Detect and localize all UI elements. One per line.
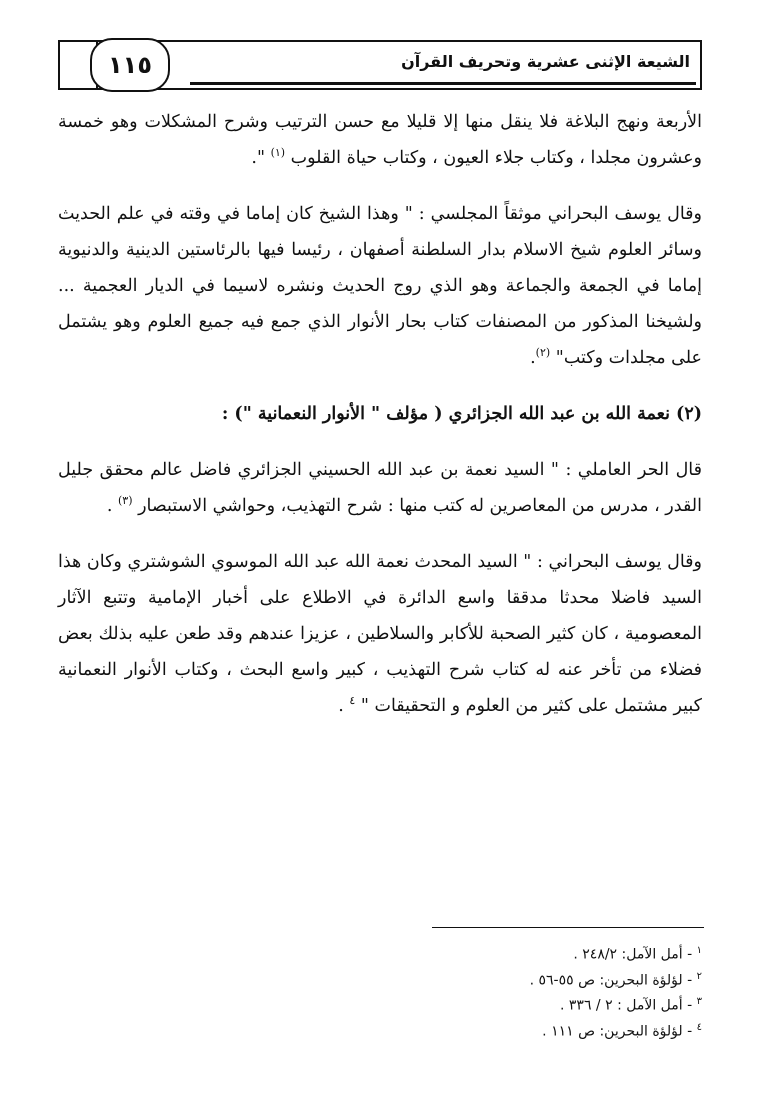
paragraph-1-text: الأربعة ونهج البلاغة فلا ينقل منها إلا قليلا مع حسن الترتيب وشرح المشكلات وهو خمسة وعشرون مجلدا ، وكتاب جلاء العيون ، وكتاب حياة القلوب — [58, 112, 702, 168]
paragraph-2 — [58, 196, 702, 376]
footnote-number: ٢ — [696, 970, 702, 982]
footnote-text: - لؤلؤة البحرين: ص ١١١ . — [542, 1023, 693, 1040]
footnote-ref-3: (٣) — [118, 494, 133, 508]
footnote-separator — [432, 927, 704, 928]
paragraph-3-end: . — [106, 496, 118, 516]
header-rule — [190, 82, 696, 85]
paragraph-4-text: وقال يوسف البحراني : " السيد المحدث نعمة الله عبد الله الموسوي الشوشتري وكان هذا السيد فاضلا محدثا مدققا واسع الدائرة في الاطلاع على أخبار الإمامية وتتبع الآثار المعصومية ، كان كثير الصحبة للأكابر والسلاطين ، عزيزا عندهم وقد طعن عليه بذلك بعض فضلاء من تأخر عنه له كتاب شرح التهذيب ، كبير واسع البحث ، وكتاب الأنوار النعمانية كبير مشتمل على كثير من العلوم و التحقيقات " — [58, 552, 702, 716]
main-text — [58, 104, 702, 724]
footnotes — [302, 940, 702, 1043]
paragraph-3 — [58, 452, 702, 524]
paragraph-4 — [58, 544, 702, 724]
footnote-text: - لؤلؤة البحرين: ص ٥٥-٥٦ . — [529, 972, 693, 989]
footnote-ref-4: ٤ — [349, 694, 356, 708]
footnote-number: ١ — [696, 945, 702, 956]
footnote-text: - أمل الآمل : ٢ / ٣٣٦ . — [560, 997, 693, 1014]
footnote-number: ٣ — [696, 996, 702, 1008]
footnote-text: - أمل الآمل: ٢٤٨/٢ . — [573, 946, 693, 963]
footnote-item — [302, 940, 702, 966]
paragraph-4-end: . — [338, 696, 350, 716]
paragraph-2-text: وقال يوسف البحراني موثقاً المجلسي : " وهذا الشيخ كان إماما في وقته في علم الحديث وسائر العلوم شيخ الاسلام بدار السلطنة أصفهان ، رئيسا فيها بالرئاستين الدينية والدنيوية إماما في الجمعة والجماعة وهو الذي روج الحديث ونشره لاسيما في الديار العجمية ... ولشيخنا المذكور من المصنفات كتاب بحار الأنوار الذي جمع فيه جميع العلوم وهو يشتمل على مجلدات وكتب" — [58, 204, 702, 368]
page-number: ١١٥ — [90, 38, 170, 92]
section-heading: (٢) نعمة الله بن عبد الله الجزائري ( مؤلف " الأنوار النعمانية ") : — [221, 404, 702, 424]
footnote-item — [302, 991, 702, 1017]
footnote-number: ٤ — [696, 1021, 702, 1033]
footnote-item — [302, 1017, 702, 1043]
paragraph-2-end: . — [530, 348, 536, 368]
footnote-ref-2: (٢) — [535, 346, 551, 360]
running-title: الشيعة الإثنى عشرية وتحريف القرآن — [401, 52, 690, 71]
footnote-ref-1: (١) — [270, 146, 286, 160]
paragraph-3-text: قال الحر العاملي : " السيد نعمة بن عبد الله الحسيني الجزائري فاضل عالم محقق جليل القدر ، مدرس من المعاصرين له كتب منها : شرح التهذيب، وحواشي الاستبصار — [58, 460, 702, 516]
paragraph-1 — [58, 104, 702, 176]
footnote-item — [302, 966, 702, 992]
paragraph-1-end: ". — [251, 148, 271, 168]
